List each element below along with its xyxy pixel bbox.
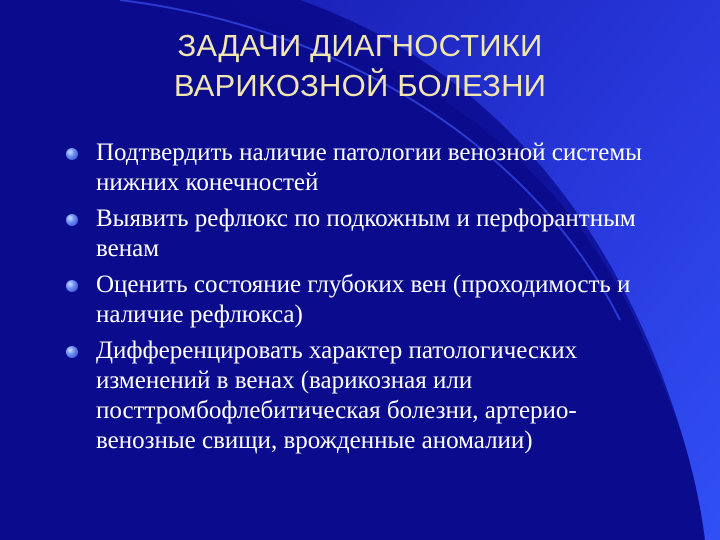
title-line-1: ЗАДАЧИ ДИАГНОСТИКИ xyxy=(177,28,543,63)
bullet-icon xyxy=(66,346,78,358)
bullet-text: Дифференцировать характер патологических изменений в венах (варикозная или посттромбофлебитическая болезни, артерио-венозные свищи, врожденные аномалии) xyxy=(96,337,578,454)
list-item xyxy=(60,138,650,198)
bullet-icon xyxy=(66,280,78,292)
list-item xyxy=(60,336,650,456)
bullet-icon xyxy=(66,148,78,160)
list-item xyxy=(60,270,650,330)
title-line-2: ВАРИКОЗНОЙ БОЛЕЗНИ xyxy=(173,68,547,103)
bullet-icon xyxy=(66,214,78,226)
bullet-text: Оценить состояние глубоких вен (проходимость и наличие рефлюкса) xyxy=(96,271,631,328)
page-title xyxy=(90,26,630,106)
bullet-text: Выявить рефлюкс по подкожным и перфорантным венам xyxy=(96,205,636,262)
bullet-list xyxy=(60,138,650,462)
list-item xyxy=(60,204,650,264)
bullet-text: Подтвердить наличие патологии венозной системы нижних конечностей xyxy=(96,139,642,196)
